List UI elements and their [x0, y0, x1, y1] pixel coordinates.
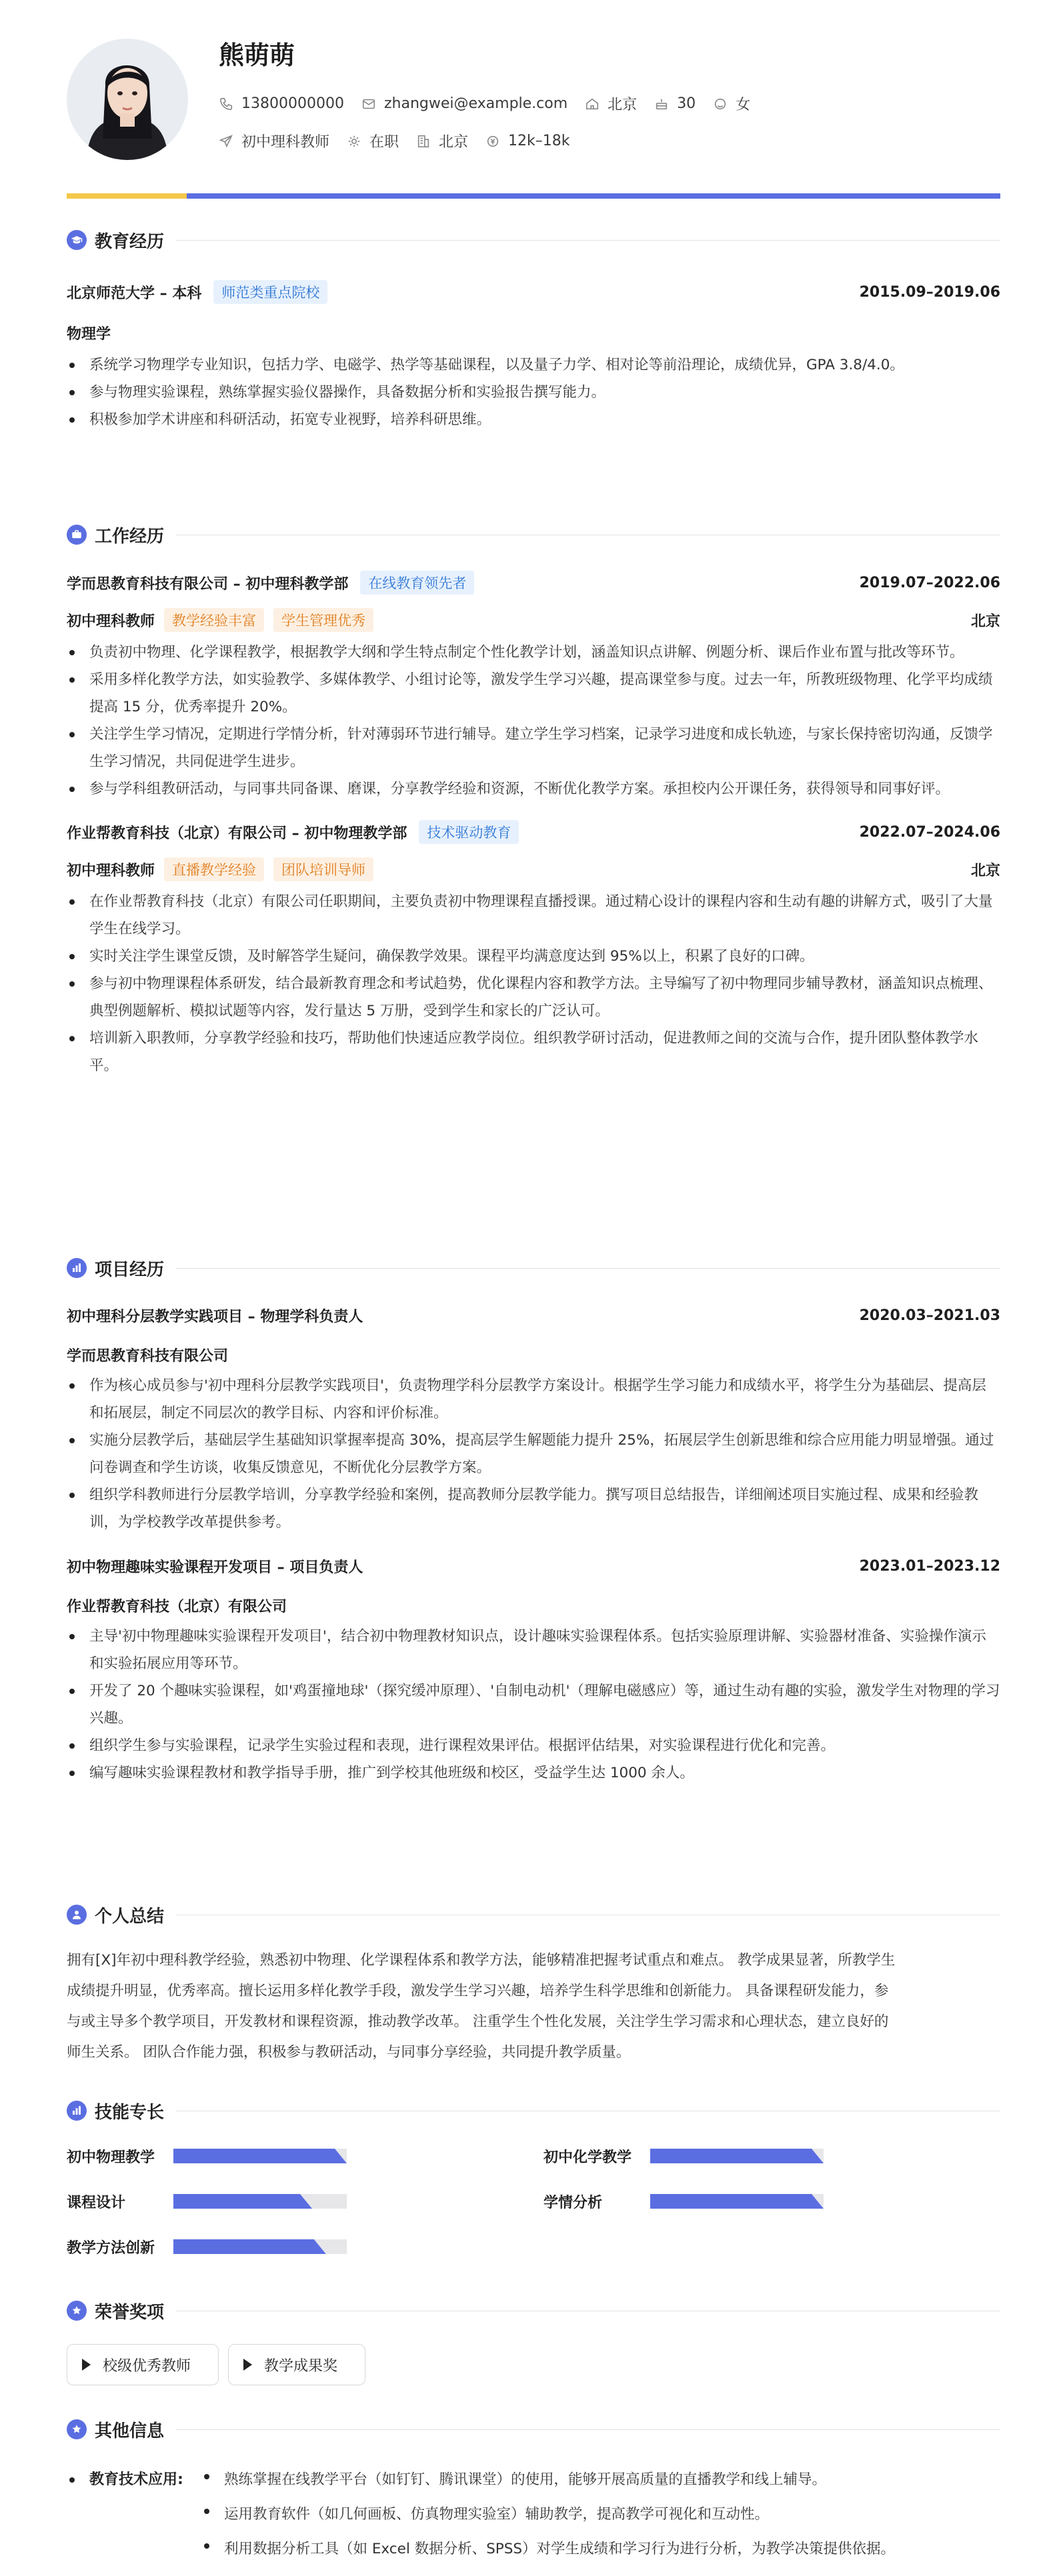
project-2-date: 2023.01–2023.12	[859, 1558, 1000, 1575]
skill-fill	[173, 2239, 326, 2254]
section-divider	[176, 1268, 1000, 1269]
award-label: 校级优秀教师	[103, 2357, 191, 2375]
project-2-row	[67, 1556, 1000, 1577]
skill-item	[67, 2143, 347, 2169]
salary-item	[485, 133, 570, 149]
money-icon	[485, 134, 500, 149]
role-tag: 学生管理优秀	[273, 608, 373, 632]
summary-line: 师生关系。 团队合作能力强，积极参与教研活动，与同事分享经验，共同提升教学质量。	[67, 2044, 631, 2061]
age-item	[654, 95, 696, 112]
project-1-org: 学而思教育科技有限公司	[67, 1348, 229, 1365]
skill-bar	[650, 2194, 824, 2209]
list-item: 参与学科组教研活动，与同事共同备课、磨课，分享教学经验和资源，不断优化教学方案。承担校内公开课任务，获得领导和同事好评。	[67, 775, 1000, 803]
education-heading	[67, 227, 1000, 253]
list-item: 组织学科教师进行分层教学培训，分享教学经验和案例，提高教师分层教学能力。撰写项目总结报告，详细阐述项目实施过程、成果和经验教训，为学校教学改革提供参考。	[67, 1481, 1000, 1536]
send-icon	[219, 134, 233, 149]
company-tag: 在线教育领先者	[360, 571, 474, 595]
skill-fill	[650, 2149, 824, 2163]
education-bullets	[67, 351, 1000, 433]
project-2-name: 初中物理趣味实验课程开发项目 – 项目负责人	[67, 1559, 363, 1576]
other-label	[67, 2463, 189, 2567]
target-role-item	[219, 131, 329, 151]
summary-heading	[67, 1901, 1000, 1928]
award-label: 教学成果奖	[264, 2357, 338, 2375]
summary-title: 个人总结	[95, 1906, 165, 1927]
list-item: 组织学生参与实验课程，记录学生实验过程和表现，进行课程效果评估。根据评估结果，对实验课程进行优化和完善。	[67, 1732, 1000, 1759]
list-item: 参与初中物理课程体系研发，结合最新教育理念和考试趋势，优化课程内容和教学方法。主导编写了初中物理同步辅导教材，涵盖知识点梳理、典型例题解析、模拟试题等内容，发行量达 5 万册，受到学生和家长的广泛认可。	[67, 970, 1000, 1025]
awards-heading	[67, 2297, 1000, 2324]
job-2-company	[67, 820, 519, 844]
skill-item	[544, 2143, 824, 2169]
briefcase-icon	[67, 525, 87, 545]
list-item: 开发了 20 个趣味实验课程，如'鸡蛋撞地球'（探究缓冲原理）、'自制电动机'（理解电磁感应）等，通过生动有趣的实验，激发学生对物理的学习兴趣。	[67, 1677, 1000, 1732]
awards-title: 荣誉奖项	[95, 2302, 165, 2323]
other-heading	[67, 2416, 1000, 2443]
job-2-date: 2022.07–2024.06	[859, 823, 1000, 841]
role-text: 初中理科教师	[67, 613, 155, 630]
list-item: 采用多样化教学方法，如实验教学、多媒体教学、小组讨论等，激发学生学习兴趣，提高课堂参与度。过去一年，所教班级物理、化学平均成绩提高 15 分，优秀率提升 20%。	[67, 666, 1000, 721]
home-icon	[585, 97, 600, 111]
education-row	[67, 280, 1000, 304]
job-intent-row	[219, 131, 588, 151]
job-1-row	[67, 571, 1000, 595]
gender-icon	[713, 97, 728, 111]
target-role-text: 初中理科教师	[241, 134, 330, 151]
skill-bar	[173, 2239, 347, 2254]
job-2-row	[67, 820, 1000, 844]
resume-page	[67, 0, 1000, 2557]
bullet-dot	[69, 2477, 75, 2483]
list-item: 作为核心成员参与'初中理科分层教学实践项目'，负责物理学科分层教学方案设计。根据学生学习能力和成绩水平，将学生分为基础层、提高层和拓展层，制定不同层次的教学目标、内容和评价标准。	[67, 1372, 1000, 1427]
role-tag: 团队培训导师	[273, 857, 373, 881]
other-content	[67, 2463, 1000, 2567]
list-item: 利用数据分析工具（如 Excel 数据分析、SPSS）对学生成绩和学习行为进行分析，为教学决策提供依据。	[201, 2532, 1000, 2567]
skill-fill	[173, 2194, 312, 2209]
target-city-item	[416, 131, 468, 151]
email-item	[361, 95, 568, 112]
user-icon	[67, 1905, 87, 1925]
company-text: 学而思教育科技有限公司 – 初中理科教学部	[67, 575, 349, 593]
gender-item	[713, 93, 750, 114]
skill-name: 教学方法创新	[67, 2239, 155, 2257]
other-list	[201, 2463, 1000, 2567]
summary-text	[67, 1945, 1000, 2068]
building-icon	[416, 134, 431, 149]
target-city-text: 北京	[439, 134, 469, 151]
project-1-date: 2020.03–2021.03	[859, 1307, 1000, 1324]
work-heading	[67, 521, 1000, 548]
summary-line: 拥有[X]年初中理科教学经验，熟悉初中物理、化学课程体系和教学方法，能够精准把握考试重点和难点。 教学成果显著，所教学生	[67, 1952, 896, 1969]
company-tag: 技术驱动教育	[419, 820, 519, 844]
other-title: 其他信息	[95, 2421, 165, 2441]
graduation-cap-icon	[67, 230, 87, 250]
job-2-role	[67, 857, 373, 881]
list-item: 负责初中物理、化学课程教学，根据教学大纲和学生特点制定个性化教学计划，涵盖知识点讲解、例题分析、课后作业布置与批改等环节。	[67, 639, 1000, 666]
work-title: 工作经历	[95, 526, 165, 547]
project-2-org: 作业帮教育科技（北京）有限公司	[67, 1599, 287, 1615]
job-1-bullets	[67, 639, 1000, 803]
cake-icon	[654, 97, 669, 111]
skill-name: 学情分析	[544, 2194, 603, 2211]
job-1-location: 北京	[970, 613, 1000, 630]
school-name	[67, 280, 327, 304]
skills-section	[67, 2097, 1000, 2271]
section-divider	[176, 240, 1000, 241]
resume-header	[67, 0, 1000, 193]
list-item: 运用教育软件（如几何画板、仿真物理实验室）辅助教学，提高教学可视化和互动性。	[201, 2497, 1000, 2532]
contact-row	[219, 93, 768, 114]
job-1-company	[67, 571, 474, 595]
skill-item	[544, 2188, 824, 2215]
mail-icon	[361, 97, 376, 111]
email-text: zhangwei@example.com	[383, 95, 568, 112]
projects-heading	[67, 1255, 1000, 1281]
skill-bar	[173, 2194, 347, 2209]
skills-title: 技能专长	[95, 2102, 165, 2123]
skill-name: 初中物理教学	[67, 2149, 155, 2166]
education-title: 教育经历	[95, 231, 165, 252]
job-2-role-row	[67, 857, 1000, 881]
play-icon	[243, 2359, 252, 2371]
job-1-role-row	[67, 608, 1000, 632]
job-1-date: 2019.07–2022.06	[859, 574, 1000, 591]
summary-section	[67, 1901, 1000, 2068]
award-item	[228, 2344, 365, 2385]
other-label-text: 教育技术应用:	[89, 2471, 183, 2488]
awards-section	[67, 2297, 1000, 2391]
bar-chart-icon	[67, 2101, 87, 2121]
list-item: 培训新入职教师，分享教学经验和技巧，帮助他们快速适应教学岗位。组织教学研讨活动，促进教师之间的交流与合作，提升团队整体教学水平。	[67, 1025, 1000, 1079]
avatar	[67, 39, 188, 160]
role-text: 初中理科教师	[67, 862, 155, 879]
role-tag: 直播教学经验	[164, 857, 264, 881]
award-item	[67, 2344, 219, 2385]
city-item	[585, 93, 637, 114]
other-section	[67, 2416, 1000, 2567]
job-1-role	[67, 608, 373, 632]
job-2-bullets	[67, 888, 1000, 1079]
phone-text: 13800000000	[241, 95, 344, 112]
skill-item	[67, 2188, 347, 2215]
bar-chart-icon	[67, 1258, 87, 1278]
list-item: 积极参加学术讲座和科研活动，拓宽专业视野，培养科研思维。	[67, 406, 1000, 433]
skill-bar	[173, 2149, 347, 2163]
project-1-row	[67, 1305, 1000, 1326]
list-item: 主导'初中物理趣味实验课程开发项目'，结合初中物理教材知识点，设计趣味实验课程体系。包括实验原理讲解、实验器材准备、实验操作演示和实验拓展应用等环节。	[67, 1623, 1000, 1677]
skills-heading	[67, 2097, 1000, 2124]
award-icon	[67, 2301, 87, 2321]
summary-line: 与或主导多个教学项目，开发教材和课程资源，推动教学改革。 注重学生个性化发展，关注学生学习需求和心理状态，建立良好的	[67, 2013, 889, 2030]
work-section	[67, 521, 1000, 1079]
skill-item	[67, 2233, 347, 2260]
age-text: 30	[677, 95, 696, 112]
status-text: 在职	[369, 134, 399, 151]
list-item: 系统学习物理学专业知识，包括力学、电磁学、热学等基础课程，以及量子力学、相对论等前沿理论，成绩优异，GPA 3.8/4.0。	[67, 351, 1000, 379]
play-icon	[82, 2359, 91, 2371]
list-item: 在作业帮教育科技（北京）有限公司任职期间，主要负责初中物理课程直播授课。通过精心设计的课程内容和生动有趣的讲解方式，吸引了大量学生在线学习。	[67, 888, 1000, 943]
list-item: 熟练掌握在线教学平台（如钉钉、腾讯课堂）的使用，能够开展高质量的直播教学和线上辅导。	[201, 2463, 1000, 2497]
projects-title: 项目经历	[95, 1259, 165, 1280]
summary-line: 成绩提升明显，优秀率高。擅长运用多样化教学手段，激发学生学习兴趣，培养学生科学思维和创新能力。 具备课程研发能力，参	[67, 1983, 889, 1999]
project-1-name: 初中理科分层教学实践项目 – 物理学科负责人	[67, 1309, 363, 1325]
company-text: 作业帮教育科技（北京）有限公司 – 初中物理教学部	[67, 825, 407, 842]
salary-text: 12k–18k	[508, 133, 570, 149]
skill-fill	[650, 2194, 824, 2209]
skill-fill	[173, 2149, 347, 2163]
skill-name: 初中化学教学	[544, 2149, 632, 2166]
phone-icon	[219, 97, 233, 111]
status-item	[347, 131, 399, 151]
project-2-bullets	[67, 1623, 1000, 1787]
education-date: 2015.09–2019.06	[859, 283, 1000, 301]
info-icon	[67, 2419, 87, 2439]
major: 物理学	[67, 326, 111, 343]
list-item: 实时关注学生课堂反馈，及时解答学生疑问，确保教学效果。课程平均满意度达到 95%以上，积累了良好的口碑。	[67, 943, 1000, 970]
education-section	[67, 227, 1000, 433]
school-tag: 师范类重点院校	[213, 280, 327, 304]
city-text: 北京	[608, 97, 638, 113]
candidate-name: 熊萌萌	[219, 41, 295, 70]
header-divider	[67, 193, 1000, 199]
gear-icon	[347, 134, 361, 149]
list-item: 参与物理实验课程，熟练掌握实验仪器操作，具备数据分析和实验报告撰写能力。	[67, 379, 1000, 406]
role-tag: 教学经验丰富	[164, 608, 264, 632]
gender-text: 女	[736, 97, 751, 113]
skill-name: 课程设计	[67, 2194, 126, 2211]
project-1-bullets	[67, 1372, 1000, 1536]
projects-section	[67, 1255, 1000, 1787]
school-text: 北京师范大学 – 本科	[67, 285, 202, 302]
list-item: 关注学生学习情况，定期进行学情分析，针对薄弱环节进行辅导。建立学生学习档案，记录学习进度和成长轨迹，与家长保持密切沟通，反馈学生学习情况，共同促进学生进步。	[67, 721, 1000, 775]
list-item: 实施分层教学后，基础层学生基础知识掌握率提高 30%，提高层学生解题能力提升 25%，拓展层学生创新思维和综合应用能力明显增强。通过问卷调查和学生访谈，收集反馈意见，不断优化分层教学方案。	[67, 1427, 1000, 1481]
job-2-location: 北京	[970, 862, 1000, 879]
section-divider	[176, 2429, 1000, 2430]
list-item: 编写趣味实验课程教材和教学指导手册，推广到学校其他班级和校区，受益学生达 1000 余人。	[67, 1759, 1000, 1787]
phone-item	[219, 95, 344, 112]
skill-bar	[650, 2149, 824, 2163]
header-divider-accent	[67, 193, 187, 199]
